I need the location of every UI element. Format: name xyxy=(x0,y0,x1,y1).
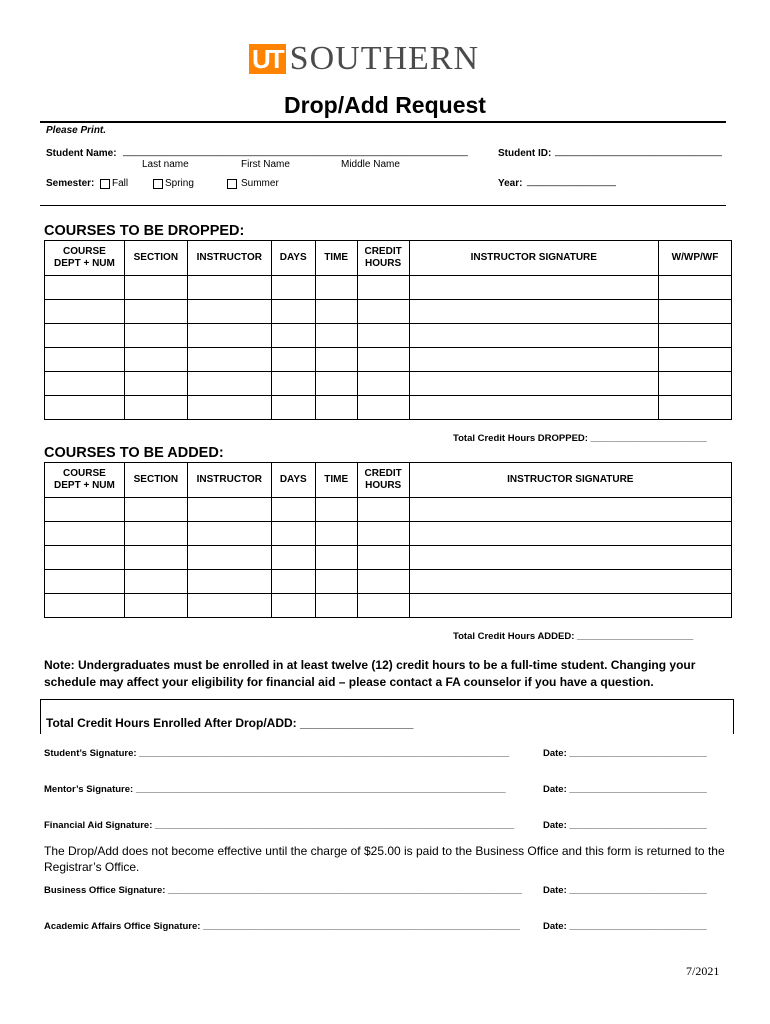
cell-days[interactable] xyxy=(271,372,315,396)
student-id-field[interactable]: ______________________________ xyxy=(555,146,722,157)
header-days: DAYS xyxy=(271,463,315,498)
student-date-field[interactable]: Date: __________________________ xyxy=(543,748,707,759)
header-course-text: COURSE DEPT + NUM xyxy=(54,468,115,491)
header-time: TIME xyxy=(315,463,357,498)
added-courses-table xyxy=(44,462,732,618)
enrollment-note: Note: Undergraduates must be enrolled in at least twelve (12) credit hours to be a full-time student. Changing your schedule may affect your eligibility for financial aid – please contact a FA counselor if you have a question. xyxy=(44,658,696,689)
cell-course[interactable] xyxy=(45,396,125,420)
cell-time[interactable] xyxy=(315,594,357,618)
dropped-heading: COURSES TO BE DROPPED: xyxy=(44,223,245,239)
cell-instructor[interactable] xyxy=(187,324,271,348)
cell-signature[interactable] xyxy=(409,570,731,594)
table-row xyxy=(45,396,732,420)
last-name-caption: Last name xyxy=(142,159,189,170)
cell-credit-hours[interactable] xyxy=(357,498,409,522)
fall-option[interactable] xyxy=(100,178,128,189)
logo-text: SOUTHERN xyxy=(289,40,480,77)
business-office-date-field[interactable]: Date: __________________________ xyxy=(543,885,707,896)
spring-label: Spring xyxy=(165,178,194,189)
spring-option[interactable] xyxy=(153,178,194,189)
header-instructor: INSTRUCTOR xyxy=(187,463,271,498)
cell-time[interactable] xyxy=(315,570,357,594)
cell-signature[interactable] xyxy=(409,372,658,396)
table-row xyxy=(45,276,732,300)
semester-label: Semester: xyxy=(46,178,95,189)
cell-course[interactable] xyxy=(45,498,125,522)
cell-credit-hours[interactable] xyxy=(357,372,409,396)
financial-aid-date-field[interactable]: Date: __________________________ xyxy=(543,820,707,831)
cell-section[interactable] xyxy=(124,546,187,570)
header-instructor-signature: INSTRUCTOR SIGNATURE xyxy=(409,463,731,498)
table-row xyxy=(45,546,732,570)
cell-days[interactable] xyxy=(271,594,315,618)
cell-credit-hours[interactable] xyxy=(357,348,409,372)
cell-course[interactable] xyxy=(45,372,125,396)
cell-credit-hours[interactable] xyxy=(357,522,409,546)
cell-days[interactable] xyxy=(271,348,315,372)
cell-instructor[interactable] xyxy=(187,396,271,420)
spring-checkbox[interactable] xyxy=(153,179,163,189)
cell-signature[interactable] xyxy=(409,396,658,420)
cell-credit-hours[interactable] xyxy=(357,324,409,348)
cell-instructor[interactable] xyxy=(187,570,271,594)
cell-signature[interactable] xyxy=(409,522,731,546)
header-credit-hours xyxy=(357,241,409,276)
cell-grade[interactable] xyxy=(659,396,732,420)
summer-label: Summer xyxy=(241,178,279,189)
cell-section[interactable] xyxy=(124,396,187,420)
cell-instructor[interactable] xyxy=(187,372,271,396)
cell-instructor[interactable] xyxy=(187,594,271,618)
cell-course[interactable] xyxy=(45,324,125,348)
year-label: Year: xyxy=(498,178,523,189)
header-days: DAYS xyxy=(271,241,315,276)
academic-affairs-date-field[interactable]: Date: __________________________ xyxy=(543,921,707,932)
cell-section[interactable] xyxy=(124,570,187,594)
table-row xyxy=(45,300,732,324)
cell-grade[interactable] xyxy=(659,372,732,396)
cell-days[interactable] xyxy=(271,498,315,522)
ut-logo-mark: UT xyxy=(249,44,286,74)
cell-section[interactable] xyxy=(124,498,187,522)
cell-course[interactable] xyxy=(45,348,125,372)
header-grade: W/WP/WF xyxy=(659,241,732,276)
header-course-text: COURSE DEPT + NUM xyxy=(54,246,115,269)
revision-date: 7/2021 xyxy=(686,964,720,978)
effective-note: The Drop/Add does not become effective until the charge of $25.00 is paid to the Business Office and this form is returned to the Registrar’s Office. xyxy=(44,844,725,874)
table-row xyxy=(45,570,732,594)
cell-grade[interactable] xyxy=(659,324,732,348)
mentor-signature-field[interactable]: Mentor’s Signature: ______________________________________________________________________ xyxy=(44,784,506,795)
cell-days[interactable] xyxy=(271,522,315,546)
cell-section[interactable] xyxy=(124,324,187,348)
cell-grade[interactable] xyxy=(659,348,732,372)
table-row xyxy=(45,498,732,522)
cell-course[interactable] xyxy=(45,276,125,300)
header-instructor-signature: INSTRUCTOR SIGNATURE xyxy=(409,241,658,276)
cell-time[interactable] xyxy=(315,348,357,372)
cell-time[interactable] xyxy=(315,546,357,570)
cell-time[interactable] xyxy=(315,396,357,420)
dropped-header-row xyxy=(45,241,732,276)
middle-name-caption: Middle Name xyxy=(341,159,400,170)
mentor-date-field[interactable]: Date: __________________________ xyxy=(543,784,707,795)
cell-days[interactable] xyxy=(271,324,315,348)
cell-credit-hours[interactable] xyxy=(357,276,409,300)
title-divider xyxy=(40,121,726,123)
cell-signature[interactable] xyxy=(409,300,658,324)
header-credit-hours-text: CREDIT HOURS xyxy=(364,246,402,269)
summer-checkbox[interactable] xyxy=(227,179,237,189)
cell-section[interactable] xyxy=(124,276,187,300)
cell-course[interactable] xyxy=(45,300,125,324)
first-name-caption: First Name xyxy=(241,159,290,170)
cell-time[interactable] xyxy=(315,372,357,396)
header-course xyxy=(45,241,125,276)
header-time: TIME xyxy=(315,241,357,276)
cell-signature[interactable] xyxy=(409,546,731,570)
cell-credit-hours[interactable] xyxy=(357,546,409,570)
academic-affairs-signature-field[interactable]: Academic Affairs Office Signature: ____________________________________________________________ xyxy=(44,921,521,932)
cell-time[interactable] xyxy=(315,276,357,300)
fall-label: Fall xyxy=(112,178,129,189)
cell-signature[interactable] xyxy=(409,348,658,372)
added-heading: COURSES TO BE ADDED: xyxy=(44,445,224,461)
cell-time[interactable] xyxy=(315,498,357,522)
table-row xyxy=(45,324,732,348)
cell-grade[interactable] xyxy=(659,276,732,300)
header-course xyxy=(45,463,125,498)
student-id-label: Student ID: xyxy=(498,148,552,159)
cell-time[interactable] xyxy=(315,324,357,348)
year-field[interactable]: ________________ xyxy=(527,176,616,187)
cell-time[interactable] xyxy=(315,522,357,546)
cell-instructor[interactable] xyxy=(187,498,271,522)
cell-signature[interactable] xyxy=(409,594,731,618)
cell-section[interactable] xyxy=(124,522,187,546)
header-instructor: INSTRUCTOR xyxy=(187,241,271,276)
student-name-field[interactable]: ______________________________________________________________ xyxy=(123,146,468,157)
cell-days[interactable] xyxy=(271,570,315,594)
header-credit-hours-text: CREDIT HOURS xyxy=(364,468,402,491)
cell-instructor[interactable] xyxy=(187,522,271,546)
cell-credit-hours[interactable] xyxy=(357,570,409,594)
cell-signature[interactable] xyxy=(409,324,658,348)
cell-credit-hours[interactable] xyxy=(357,396,409,420)
cell-section[interactable] xyxy=(124,348,187,372)
table-row xyxy=(45,348,732,372)
student-name-label: Student Name: xyxy=(46,148,117,159)
header-section: SECTION xyxy=(124,241,187,276)
total-dropped-field[interactable]: Total Credit Hours DROPPED: ______________________ xyxy=(453,433,707,444)
cell-section[interactable] xyxy=(124,300,187,324)
cell-section[interactable] xyxy=(124,594,187,618)
business-office-signature-field[interactable]: Business Office Signature: ___________________________________________________________________ xyxy=(44,885,523,896)
cell-course[interactable] xyxy=(45,522,125,546)
please-print-note: Please Print. xyxy=(46,125,107,136)
cell-days[interactable] xyxy=(271,276,315,300)
header-section: SECTION xyxy=(124,463,187,498)
financial-aid-signature-field[interactable]: Financial Aid Signature: ____________________________________________________________________ xyxy=(44,820,515,831)
dropped-courses-table xyxy=(44,240,732,420)
form-title: Drop/Add Request xyxy=(284,92,486,118)
cell-credit-hours[interactable] xyxy=(357,594,409,618)
added-header-row xyxy=(45,463,732,498)
total-added-field[interactable]: Total Credit Hours ADDED: ______________________ xyxy=(453,631,694,642)
cell-instructor[interactable] xyxy=(187,546,271,570)
cell-grade[interactable] xyxy=(659,300,732,324)
cell-days[interactable] xyxy=(271,396,315,420)
cell-signature[interactable] xyxy=(409,276,658,300)
section-divider xyxy=(40,205,726,206)
header-credit-hours xyxy=(357,463,409,498)
cell-instructor[interactable] xyxy=(187,300,271,324)
cell-days[interactable] xyxy=(271,300,315,324)
cell-credit-hours[interactable] xyxy=(357,300,409,324)
cell-course[interactable] xyxy=(45,546,125,570)
total-enrolled-field[interactable]: Total Credit Hours Enrolled After Drop/ADD: _________________ xyxy=(46,716,414,730)
table-row xyxy=(45,372,732,396)
cell-time[interactable] xyxy=(315,300,357,324)
cell-course[interactable] xyxy=(45,570,125,594)
student-signature-field[interactable]: Student’s Signature: ______________________________________________________________________ xyxy=(44,748,510,759)
cell-instructor[interactable] xyxy=(187,276,271,300)
cell-instructor[interactable] xyxy=(187,348,271,372)
summer-option[interactable] xyxy=(227,178,279,189)
table-row xyxy=(45,522,732,546)
cell-signature[interactable] xyxy=(409,498,731,522)
cell-days[interactable] xyxy=(271,546,315,570)
fall-checkbox[interactable] xyxy=(100,179,110,189)
cell-section[interactable] xyxy=(124,372,187,396)
cell-course[interactable] xyxy=(45,594,125,618)
table-row xyxy=(45,594,732,618)
ut-southern-logo xyxy=(249,42,479,76)
